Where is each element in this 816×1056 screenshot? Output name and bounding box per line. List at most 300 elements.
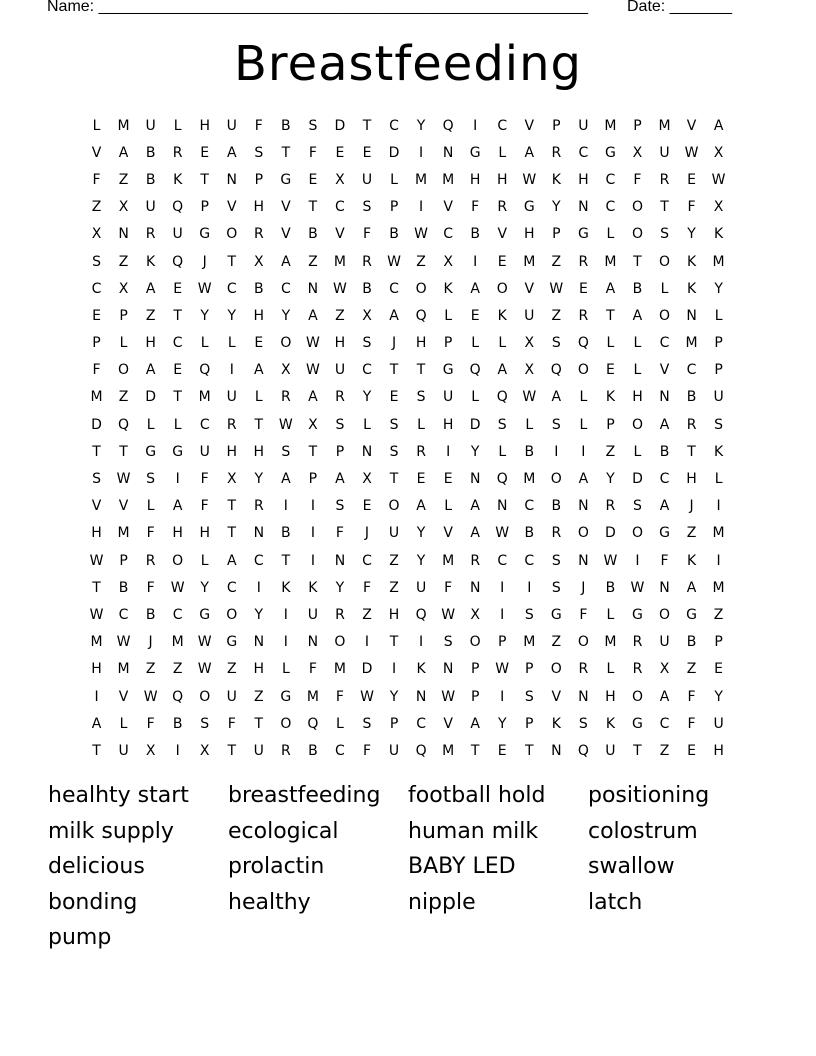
grid-letter: K	[551, 171, 561, 188]
grid-letter: C	[389, 280, 399, 297]
grid-letter: C	[524, 552, 535, 569]
grid-letter: K	[714, 226, 724, 243]
grid-letter: P	[552, 117, 561, 134]
grid-letter: C	[659, 471, 670, 488]
grid-letter: I	[175, 471, 180, 488]
grid-letter: B	[118, 579, 129, 596]
grid-letter: E	[687, 171, 696, 188]
grid-letter: Z	[686, 525, 697, 542]
header-line	[47, 0, 747, 20]
grid-letter: I	[283, 498, 288, 515]
grid-letter: S	[308, 117, 318, 134]
grid-letter: H	[253, 443, 265, 460]
grid-letter: J	[202, 253, 207, 270]
grid-letter: N	[415, 688, 427, 705]
grid-letter: Q	[172, 688, 184, 705]
grid-letter: A	[659, 498, 670, 515]
grid-letter: B	[524, 443, 535, 460]
grid-letter: O	[550, 471, 562, 488]
grid-letter: H	[524, 226, 535, 243]
word-bank-item: nipple	[408, 889, 476, 915]
grid-letter: T	[633, 253, 642, 270]
grid-letter: I	[500, 579, 505, 596]
grid-letter: T	[227, 742, 237, 759]
grid-letter: B	[281, 117, 291, 134]
grid-letter: F	[687, 199, 696, 216]
grid-letter: K	[605, 715, 615, 732]
grid-letter: H	[632, 389, 643, 406]
grid-letter: L	[390, 171, 398, 188]
grid-letter: Q	[577, 742, 589, 759]
grid-letter: U	[415, 579, 427, 596]
grid-letter: H	[713, 742, 724, 759]
grid-letter: Y	[497, 715, 507, 732]
grid-letter: O	[658, 606, 671, 623]
grid-letter: H	[388, 606, 400, 623]
grid-letter: M	[442, 552, 455, 569]
grid-letter: Y	[416, 552, 426, 569]
grid-letter: M	[523, 253, 536, 270]
word-bank-item: bonding	[48, 889, 138, 915]
grid-letter: F	[227, 715, 236, 732]
grid-letter: U	[145, 199, 156, 216]
grid-row	[83, 465, 733, 492]
grid-letter: E	[714, 661, 724, 678]
grid-letter: X	[362, 471, 372, 488]
word-bank-item: swallow	[588, 854, 675, 879]
grid-letter: W	[711, 171, 726, 188]
grid-letter: R	[253, 498, 264, 515]
grid-letter: Q	[172, 199, 184, 216]
grid-letter: S	[524, 606, 534, 623]
grid-letter: G	[632, 606, 643, 623]
grid-letter: P	[200, 199, 209, 216]
grid-letter: O	[631, 199, 643, 216]
grid-letter: D	[388, 144, 400, 161]
grid-letter: Z	[551, 634, 562, 651]
grid-letter: F	[200, 471, 209, 488]
grid-letter: L	[146, 416, 155, 433]
grid-letter: Z	[145, 661, 156, 678]
grid-letter: Z	[226, 661, 237, 678]
grid-letter: O	[631, 688, 643, 705]
grid-letter: V	[91, 144, 102, 161]
grid-letter: R	[362, 253, 372, 270]
grid-letter: R	[226, 416, 237, 433]
grid-letter: T	[227, 498, 237, 515]
grid-letter: V	[443, 199, 453, 216]
grid-letter: C	[118, 606, 129, 623]
grid-letter: L	[633, 362, 642, 379]
grid-letter: Z	[389, 552, 399, 569]
grid-letter: L	[660, 280, 669, 297]
grid-letter: P	[335, 443, 345, 460]
grid-letter: Z	[335, 307, 345, 324]
grid-letter: U	[226, 389, 237, 406]
grid-letter: N	[253, 525, 265, 542]
word-bank-item: milk supply	[48, 818, 174, 844]
grid-letter: W	[441, 688, 456, 705]
grid-letter: Z	[145, 307, 156, 324]
grid-letter: W	[89, 606, 104, 623]
grid-letter: L	[254, 389, 263, 406]
grid-letter: M	[117, 525, 130, 542]
grid-letter: A	[118, 144, 129, 161]
grid-letter: A	[578, 471, 589, 488]
grid-letter: U	[361, 171, 373, 188]
grid-row	[83, 221, 733, 248]
grid-letter: K	[281, 579, 291, 596]
word-bank	[48, 780, 788, 958]
grid-letter: K	[416, 661, 426, 678]
grid-letter: S	[335, 416, 345, 433]
grid-letter: W	[360, 688, 374, 705]
grid-letter: O	[280, 335, 292, 352]
grid-letter: Z	[416, 253, 426, 270]
grid-letter: C	[497, 552, 508, 569]
grid-letter: T	[119, 443, 128, 460]
grid-letter: Q	[415, 606, 427, 623]
grid-letter: I	[446, 443, 451, 460]
grid-letter: S	[524, 688, 534, 705]
grid-letter: U	[659, 144, 670, 161]
grid-letter: N	[659, 389, 670, 406]
grid-letter: O	[577, 525, 589, 542]
grid-letter: S	[443, 634, 453, 651]
grid-letter: Z	[551, 307, 562, 324]
grid-letter: S	[660, 226, 669, 243]
grid-letter: O	[118, 362, 130, 379]
grid-letter: U	[524, 307, 535, 324]
grid-letter: F	[471, 199, 480, 216]
grid-letter: E	[687, 742, 696, 759]
grid-letter: U	[578, 117, 589, 134]
grid-letter: O	[631, 416, 643, 433]
word-bank-item: pump	[48, 925, 112, 950]
grid-letter: U	[307, 606, 319, 623]
grid-letter: H	[253, 199, 265, 216]
grid-letter: R	[172, 144, 183, 161]
grid-letter: W	[305, 362, 320, 379]
grid-letter: U	[253, 742, 264, 759]
grid-letter: B	[389, 226, 399, 243]
grid-letter: X	[281, 362, 291, 379]
grid-letter: S	[416, 389, 426, 406]
grid-letter: B	[659, 443, 670, 460]
grid-letter: E	[254, 335, 264, 352]
grid-letter: U	[334, 362, 346, 379]
grid-letter: D	[91, 416, 102, 433]
grid-letter: F	[579, 606, 588, 623]
grid-row	[83, 629, 733, 656]
grid-letter: H	[686, 471, 697, 488]
grid-letter: K	[686, 280, 697, 297]
grid-letter: L	[336, 715, 344, 732]
grid-letter: U	[172, 226, 183, 243]
grid-letter: H	[415, 335, 427, 352]
grid-letter: N	[578, 688, 589, 705]
grid-letter: L	[146, 498, 155, 515]
grid-letter: H	[199, 117, 210, 134]
grid-letter: P	[525, 715, 534, 732]
grid-letter: H	[91, 525, 102, 542]
grid-letter: W	[495, 661, 510, 678]
grid-letter: R	[578, 253, 589, 270]
grid-letter: L	[119, 335, 128, 352]
grid-letter: A	[172, 498, 183, 515]
grid-letter: A	[470, 525, 480, 542]
grid-letter: G	[632, 715, 643, 732]
grid-letter: N	[469, 471, 481, 488]
grid-letter: W	[630, 579, 645, 596]
grid-row	[83, 411, 733, 438]
grid-letter: D	[469, 416, 481, 433]
grid-letter: N	[659, 579, 670, 596]
grid-letter: M	[604, 117, 617, 134]
word-bank-item: positioning	[588, 783, 710, 808]
grid-letter: B	[686, 634, 697, 651]
grid-letter: Y	[714, 688, 723, 705]
grid-letter: I	[473, 117, 478, 134]
word-bank-item: ecological	[228, 818, 339, 844]
grid-letter: I	[283, 606, 288, 623]
grid-letter: R	[253, 226, 264, 243]
grid-letter: I	[310, 498, 315, 515]
grid-letter: Y	[389, 688, 399, 705]
grid-letter: W	[170, 579, 185, 596]
grid-letter: C	[335, 199, 345, 216]
grid-letter: A	[659, 416, 670, 433]
grid-letter: W	[684, 144, 699, 161]
grid-letter: X	[118, 199, 129, 216]
grid-letter: O	[631, 525, 643, 542]
grid-letter: Y	[470, 443, 480, 460]
grid-letter: L	[363, 416, 371, 433]
grid-letter: O	[199, 688, 211, 705]
grid-letter: B	[308, 742, 318, 759]
grid-letter: R	[578, 307, 589, 324]
grid-letter: I	[310, 525, 315, 542]
grid-letter: Q	[496, 389, 508, 406]
grid-letter: L	[606, 661, 615, 678]
grid-letter: Y	[254, 471, 264, 488]
grid-letter: H	[91, 661, 102, 678]
grid-letter: I	[635, 552, 640, 569]
grid-letter: I	[229, 362, 234, 379]
grid-letter: W	[278, 416, 293, 433]
grid-letter: U	[443, 389, 454, 406]
grid-letter: R	[605, 498, 616, 515]
grid-letter: Z	[254, 688, 264, 705]
grid-letter: P	[470, 661, 480, 678]
grid-letter: T	[470, 742, 480, 759]
grid-letter: L	[606, 335, 615, 352]
grid-letter: V	[443, 715, 453, 732]
grid-letter: O	[334, 634, 346, 651]
grid-letter: E	[308, 171, 318, 188]
grid-letter: W	[143, 688, 158, 705]
grid-letter: M	[523, 471, 536, 488]
grid-letter: A	[605, 280, 616, 297]
grid-letter: A	[470, 280, 480, 297]
grid-letter: L	[200, 335, 209, 352]
grid-letter: K	[308, 579, 318, 596]
grid-letter: A	[659, 688, 670, 705]
grid-letter: V	[686, 117, 697, 134]
grid-letter: X	[659, 661, 670, 678]
grid-letter: A	[254, 362, 264, 379]
grid-letter: R	[145, 552, 156, 569]
grid-letter: C	[199, 416, 210, 433]
grid-letter: N	[578, 199, 589, 216]
grid-letter: U	[145, 117, 156, 134]
grid-letter: I	[500, 688, 505, 705]
grid-letter: K	[146, 253, 156, 270]
grid-letter: T	[362, 117, 372, 134]
grid-letter: N	[334, 552, 346, 569]
grid-letter: C	[443, 226, 454, 243]
grid-letter: Y	[552, 199, 561, 216]
grid-row	[83, 112, 733, 139]
grid-letter: B	[470, 226, 480, 243]
grid-letter: G	[280, 688, 292, 705]
grid-letter: W	[197, 661, 212, 678]
grid-row	[83, 139, 733, 166]
grid-letter: X	[118, 280, 129, 297]
grid-letter: Y	[335, 579, 345, 596]
grid-letter: H	[145, 335, 156, 352]
grid-letter: O	[469, 634, 481, 651]
grid-letter: M	[90, 634, 103, 651]
grid-letter: C	[605, 199, 616, 216]
grid-letter: O	[388, 498, 400, 515]
grid-letter: F	[254, 117, 263, 134]
grid-letter: S	[146, 471, 156, 488]
word-bank-item: delicious	[48, 854, 145, 879]
grid-letter: M	[333, 253, 346, 270]
grid-letter: T	[606, 307, 615, 324]
grid-letter: Z	[686, 661, 697, 678]
grid-letter: Y	[200, 307, 209, 324]
grid-letter: P	[308, 471, 318, 488]
grid-letter: A	[226, 144, 237, 161]
grid-letter: T	[173, 307, 182, 324]
grid-letter: X	[254, 253, 264, 270]
grid-letter: N	[496, 498, 508, 515]
grid-letter: S	[362, 199, 372, 216]
word-bank-item: colostrum	[588, 818, 698, 844]
grid-letter: W	[116, 471, 131, 488]
grid-letter: J	[148, 634, 153, 651]
grid-letter: L	[200, 552, 209, 569]
grid-letter: M	[442, 171, 455, 188]
grid-letter: F	[335, 525, 344, 542]
grid-letter: L	[92, 117, 101, 134]
grid-letter: L	[714, 471, 723, 488]
name-field: Name: _______________________________________________________	[47, 0, 588, 15]
grid-letter: L	[173, 117, 182, 134]
grid-letter: A	[281, 471, 291, 488]
grid-letter: I	[419, 634, 424, 651]
grid-letter: R	[551, 525, 562, 542]
grid-letter: Q	[415, 742, 427, 759]
grid-row	[83, 574, 733, 601]
grid-letter: L	[498, 144, 507, 161]
grid-letter: L	[606, 606, 615, 623]
grid-letter: W	[89, 552, 104, 569]
grid-letter: I	[256, 579, 261, 596]
grid-letter: W	[549, 280, 564, 297]
grid-letter: L	[281, 661, 290, 678]
word-bank-item: healthy	[228, 889, 311, 915]
grid-letter: G	[686, 606, 697, 623]
grid-letter: S	[633, 498, 642, 515]
grid-letter: I	[364, 634, 370, 651]
grid-letter: A	[470, 715, 480, 732]
grid-letter: I	[554, 443, 559, 460]
grid-letter: Z	[172, 661, 183, 678]
grid-letter: Y	[281, 307, 291, 324]
grid-letter: E	[497, 742, 507, 759]
word-bank-item: prolactin	[228, 854, 325, 879]
grid-letter: J	[364, 525, 370, 542]
grid-letter: D	[632, 471, 643, 488]
grid-letter: I	[581, 443, 586, 460]
grid-letter: C	[605, 171, 616, 188]
grid-letter: N	[361, 443, 373, 460]
grid-letter: T	[200, 171, 209, 188]
grid-letter: E	[200, 144, 210, 161]
grid-letter: Q	[496, 471, 508, 488]
grid-letter: Y	[416, 525, 426, 542]
grid-letter: M	[658, 117, 671, 134]
grid-letter: I	[716, 552, 721, 569]
grid-letter: S	[254, 144, 264, 161]
grid-letter: B	[686, 389, 697, 406]
grid-letter: Y	[254, 606, 264, 623]
grid-letter: N	[253, 634, 265, 651]
grid-letter: Z	[118, 171, 129, 188]
grid-letter: C	[362, 552, 372, 569]
word-bank-item: latch	[588, 889, 643, 915]
grid-letter: A	[145, 280, 156, 297]
grid-letter: I	[473, 253, 478, 270]
grid-letter: M	[712, 525, 725, 542]
grid-letter: G	[577, 226, 589, 243]
grid-letter: C	[416, 715, 426, 732]
grid-letter: U	[226, 688, 237, 705]
grid-row	[83, 737, 733, 764]
grid-letter: U	[388, 742, 400, 759]
grid-letter: T	[173, 389, 182, 406]
grid-letter: L	[471, 335, 480, 352]
grid-letter: B	[605, 579, 616, 596]
word-search-grid	[83, 112, 733, 765]
grid-letter: M	[333, 661, 346, 678]
grid-letter: W	[603, 552, 618, 569]
grid-letter: S	[389, 416, 399, 433]
grid-letter: B	[524, 525, 535, 542]
grid-letter: L	[444, 498, 453, 515]
grid-letter: X	[226, 471, 237, 488]
word-bank-item: breastfeeding	[228, 783, 381, 808]
grid-letter: N	[578, 498, 589, 515]
grid-letter: A	[281, 253, 291, 270]
grid-letter: S	[714, 416, 724, 433]
grid-letter: C	[280, 280, 291, 297]
grid-letter: R	[335, 606, 345, 623]
grid-letter: A	[524, 144, 535, 161]
